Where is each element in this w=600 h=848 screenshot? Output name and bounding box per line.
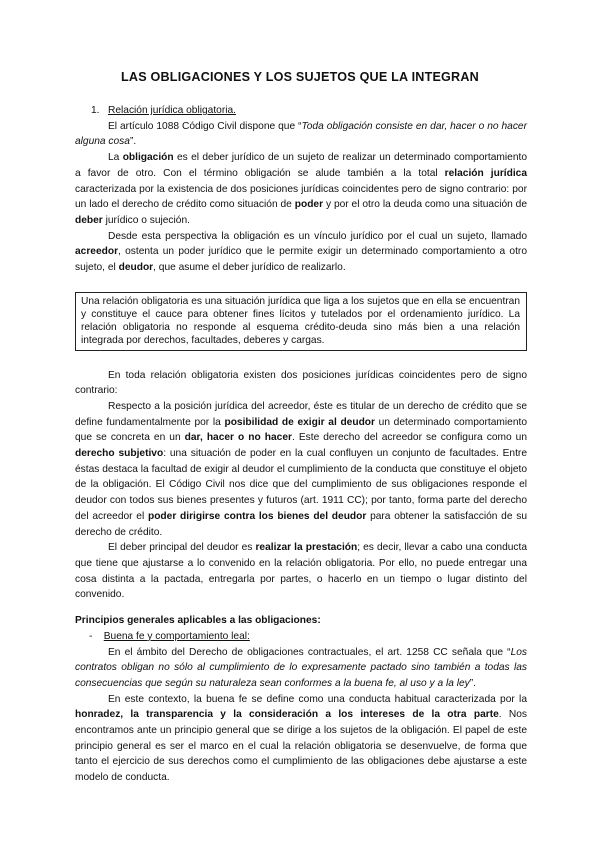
bold-term: dar, hacer o no hacer [184, 432, 292, 444]
bold-term: deber [75, 214, 103, 226]
text: caracterizada por la existencia de dos posiciones jurídicas coincidentes pero de signo contrario: por un lado el derecho de crédito como situación de [75, 183, 527, 211]
quote: Toda obligación consiste en dar, hacer o no hacer alguna cosa [75, 120, 527, 148]
paragraph-buena-fe [75, 692, 527, 786]
text: En el ámbito del Derecho de obligaciones contractuales, el art. 1258 CC señala que “ [108, 646, 511, 658]
paragraph-article-1258 [75, 645, 527, 692]
bold-term: posibilidad de exigir al deudor [224, 416, 375, 428]
text: , ostenta un poder jurídico que le permite exigir un determinado comportamiento a otro sujeto, el [75, 246, 527, 274]
bold-term: honradez, la transparencia y la consideración a los intereses de la otra parte [75, 709, 499, 721]
paragraph-posiciones: En toda relación obligatoria existen dos posiciones jurídicas coincidentes pero de signo contrario: [75, 369, 527, 397]
paragraph-article-1088 [75, 119, 527, 150]
text: es el deber jurídico de un sujeto de realizar un determinado comportamiento a favor de otro. Con el término obligación se alude también a la total [75, 152, 527, 179]
dash-bullet: - [89, 630, 93, 642]
definition-text: Una relación obligatoria es una situación jurídica que liga a los sujetos que en ella se encuentran y constituye el cauce para obtener fines lícitos y tutelados por el ordenamiento jurídico. La relación obligatoria no responde al esquema crédito-deuda sino más bien a una relación integrada por derechos, facultades, deberes y cargas. [81, 295, 520, 347]
text: , que asume el deber jurídico de realizarlo. [153, 262, 346, 274]
section-heading-1 [75, 103, 527, 119]
text: : una situación de poder en la cual confluyen un conjunto de facultades. Entre éstas destaca la facultad de exigir al deudor el cumplimiento de la conducta que constituye el objeto de la obligación. El Código Civil nos dice que del cumplimiento de sus obligaciones responde el deudor con todos sus bienes presentes y futuros (art. 1911 CC); por tanto, forma parte del derecho del acreedor el [75, 448, 527, 522]
text: ”. [129, 136, 137, 148]
text: En este contexto, la buena fe se define como una conducta habitual caracterizada por la [108, 693, 527, 705]
document-title: LAS OBLIGACIONES Y LOS SUJETOS QUE LA INTEGRAN [121, 70, 479, 84]
text: . Este derecho del acreedor se configura como un [291, 432, 528, 444]
bold-term: derecho subjetivo [75, 448, 164, 460]
text: . Nos encontramos ante un principio general que se dirige a los sujetos de la obligación. El papel de este principio general es ser el marco en el cual la relación obligatoria se desenvuelve, de forma que tanto el ejercicio de sus derechos como el cumplimiento de las obligaciones debe ajustarse a este modelo de conducta. [75, 709, 527, 784]
bold-term: obligación [122, 152, 174, 164]
subheading-buena-fe [75, 629, 527, 645]
quote: Los contratos obligan no sólo al cumplimiento de lo expresamente pactado sino también a todas las consecuencias que según su naturaleza sean conformes a la buena fe, al uso y a la ley [75, 646, 527, 689]
subheading-title: Buena fe y comportamiento leal: [103, 630, 250, 642]
text: ; es decir, llevar a cabo una conducta que tiene que ajustarse a lo convenido en la relación obligatoria. Por ello, no puede entregar una cosa distinta a la pactada, entregarla por partes, o hacerlo en un tiempo o lugar distinto del convenido. [75, 542, 527, 601]
section-number: 1. [91, 105, 100, 116]
text: un determinado comportamiento que se concreta en un [75, 416, 528, 444]
paragraph-deudor [75, 540, 527, 603]
paragraph-obligacion [75, 150, 527, 229]
document-body [75, 103, 527, 786]
paragraph-acreedor-deudor [75, 229, 527, 276]
bold-term: poder [294, 199, 324, 211]
section-title: Relación jurídica obligatoria. [108, 105, 236, 116]
section-heading-principios: Principios generales aplicables a las obligaciones: [75, 615, 321, 627]
bold-term: acreedor [75, 246, 119, 258]
text: ”. [469, 677, 476, 689]
text: y por el otro la deuda como una situación de [323, 199, 528, 211]
text: La [108, 152, 123, 164]
bold-term: deudor [118, 262, 154, 274]
text: Desde esta perspectiva la obligación es un vínculo jurídico por el cual un sujeto, llamado [108, 230, 527, 242]
paragraph-acreedor [75, 399, 527, 540]
bold-term: realizar la prestación [255, 542, 358, 554]
text: Respecto a la posición jurídica del acreedor, éste es titular de un derecho de crédito que se define fundamentalmente por la [75, 400, 527, 428]
definition-box [75, 292, 527, 351]
text: para obtener la satisfacción de su derecho de crédito. [75, 510, 527, 538]
text: El deber principal del deudor es [108, 542, 256, 554]
bold-term: poder dirigirse contra los bienes del deudor [147, 510, 367, 522]
text: El artículo 1088 Código Civil dispone que “ [108, 120, 302, 132]
text: jurídico o sujeción. [102, 214, 190, 226]
bold-term: relación jurídica [444, 167, 528, 179]
